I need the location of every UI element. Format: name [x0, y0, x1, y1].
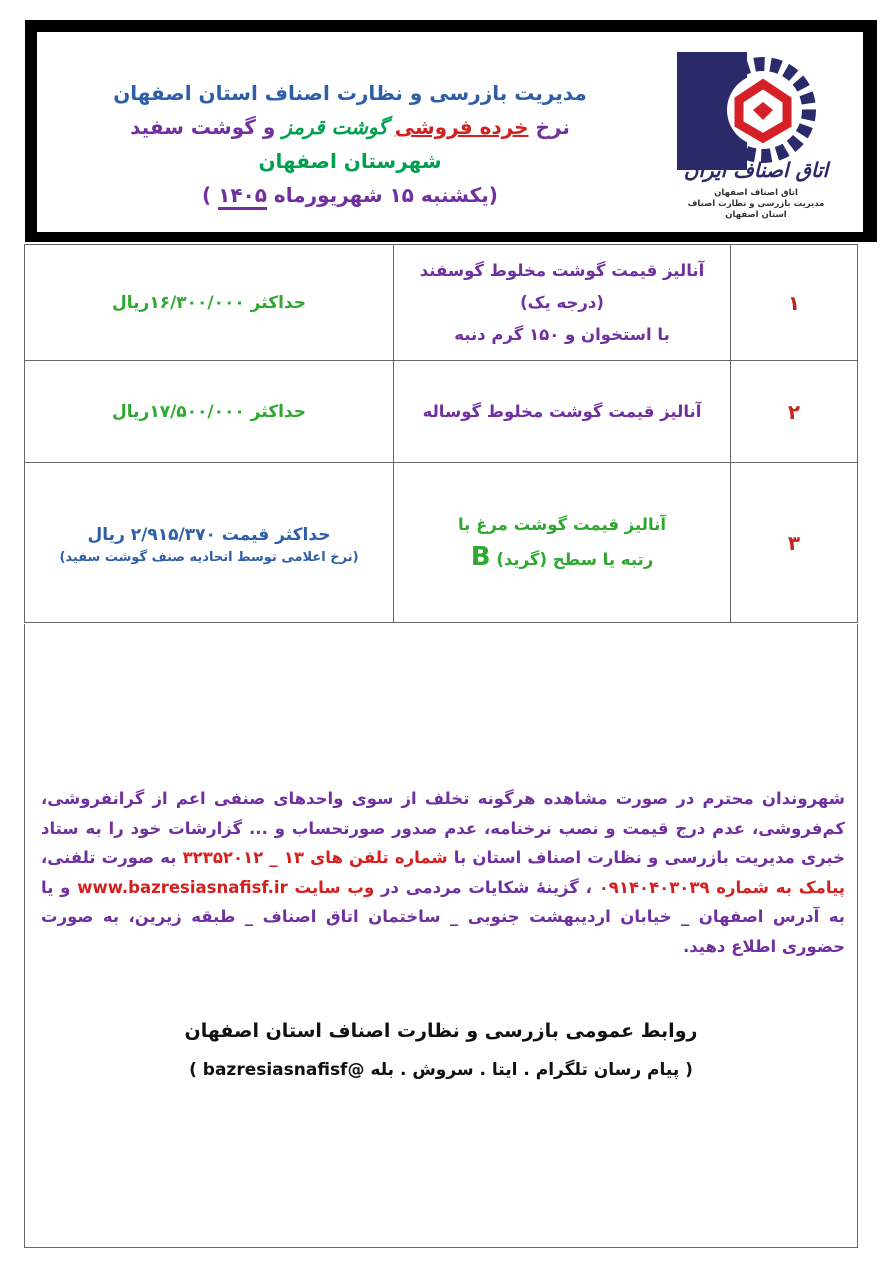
- row-price: حداکثر ۱۶/۳۰۰/۰۰۰ریال: [25, 245, 394, 361]
- notice-part: و یا به آدرس اصفهان _ خیابان اردیبهشت جنوبی _ ساختمان اتاق اصناف _ طبقه زیرین، به صورت حضوری اطلاع دهید.: [41, 877, 845, 956]
- logo-caption-line1: اتاق اصناف اصفهان: [714, 188, 798, 198]
- row-price-cell: [25, 463, 394, 623]
- price-table: [24, 244, 858, 623]
- table-row: [25, 245, 858, 361]
- gear-emblem-icon: [677, 52, 837, 170]
- notice-sms-number: پیامک به شماره ۰۹۱۴۰۴۰۳۰۳۹: [598, 877, 845, 897]
- row-price-note: (نرخ اعلامی توسط اتحادیه صنف گوشت سفید): [59, 550, 359, 565]
- header-line-organization: مدیریت بازرسی و نظارت اصناف استان اصفهان: [113, 81, 587, 105]
- notice-website-link[interactable]: وب سایت www.bazresiasnafisf.ir: [77, 877, 375, 897]
- item-line: آنالیز قیمت گوشت مخلوط گوسفند: [419, 260, 705, 280]
- item-grade-label: رتبه یا سطح (گرید): [496, 550, 654, 569]
- notice-phone-numbers: شماره تلفن های ۱۳ _ ۳۲۳۵۲۰۱۲: [182, 848, 448, 867]
- logo-brand-text: اتاق اصناف ایران: [683, 158, 829, 182]
- date-close: ): [202, 183, 219, 207]
- item-line: (درجه یک): [520, 292, 604, 312]
- header-titles: [57, 76, 643, 212]
- citizen-notice: [24, 624, 858, 1248]
- subject-suffix: و گوشت سفید: [130, 115, 283, 139]
- item-line: [394, 541, 730, 576]
- table-row: [25, 463, 858, 623]
- header-line-city: شهرستان اصفهان: [258, 149, 442, 173]
- subject-prefix: نرخ: [528, 115, 570, 139]
- public-relations-title: روابط عمومی بازرسی و نظارت اصناف استان اصفهان: [184, 1020, 698, 1042]
- item-grade: B: [470, 542, 491, 572]
- header-box: [35, 30, 865, 234]
- header-line-date: [57, 178, 643, 212]
- row-price: حداکثر ۱۷/۵۰۰/۰۰۰ریال: [25, 361, 394, 463]
- subject-retail: خرده فروشی: [394, 115, 529, 139]
- header-line-subject: [57, 110, 643, 144]
- row-item: آنالیز قیمت گوشت مخلوط گوساله: [394, 361, 731, 463]
- notice-paragraph: [41, 784, 845, 961]
- row-number: ۲: [731, 361, 858, 463]
- row-price: حداکثر قیمت ۲/۹۱۵/۳۷۰ ریال: [87, 525, 331, 545]
- row-number: ۱: [731, 245, 858, 361]
- guild-chamber-logo: [671, 46, 841, 222]
- notice-part: شهروندان محترم در صورت مشاهده هرگونه تخلف از سوی واحدهای صنفی اعم از گرانفروشی، کم‌فروشی، عدم درج قیمت و نصب نرخنامه، عدم صدور صورتحساب و ... گزارشات خود را به ستاد خبری مدیریت بازرسی و نظارت اصناف استان با: [41, 789, 845, 867]
- date-year: ۱۴۰۵: [218, 183, 267, 210]
- notice-part: به صورت تلفنی،: [41, 848, 183, 867]
- logo-caption-line3: استان اصفهان: [725, 210, 787, 220]
- header-frame: [25, 20, 877, 242]
- row-number: ۳: [731, 463, 858, 623]
- messenger-channels: ( پیام رسان تلگرام . ایتا . سروش . بله @bazresiasnafisf ): [189, 1060, 693, 1080]
- row-item: [394, 245, 731, 361]
- logo-caption: [671, 188, 841, 221]
- logo-caption-line2: مدیریت بازرسی و نظارت اصناف: [687, 199, 825, 209]
- item-line: با استخوان و ۱۵۰ گرم دنبه: [454, 324, 670, 344]
- notice-part: ، گزینهٔ شکایات مردمی در: [374, 877, 599, 897]
- table-row: [25, 361, 858, 463]
- row-item: [394, 463, 731, 623]
- subject-red-meat: گوشت قرمز: [282, 115, 395, 139]
- date-text: (یکشنبه ۱۵ شهریورماه: [266, 183, 498, 207]
- item-line: آنالیز قیمت گوشت مرغ با: [457, 515, 667, 534]
